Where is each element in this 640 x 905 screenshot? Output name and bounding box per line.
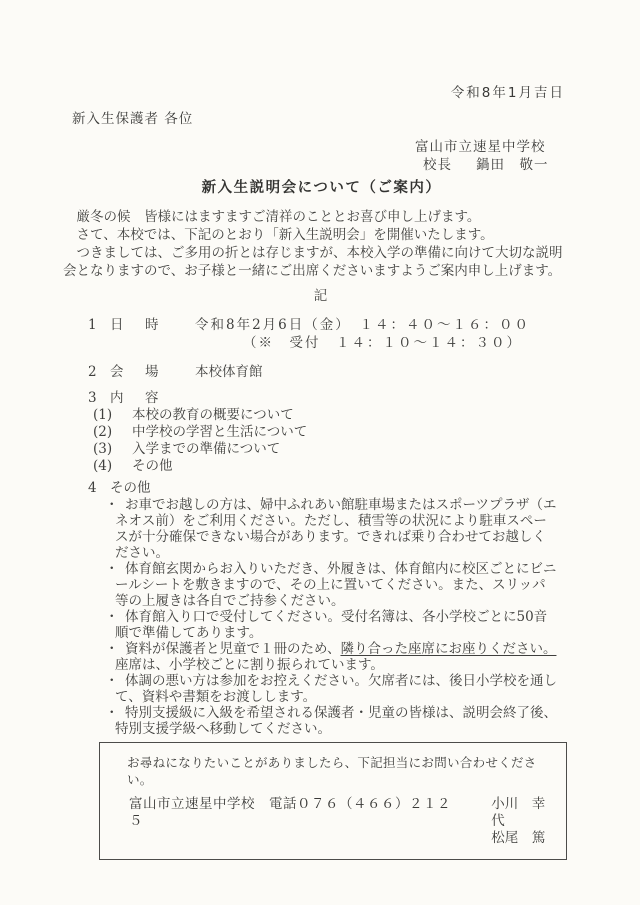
school-phone: 富山市立速星中学校 電話０７６（４６６）２１２５ <box>129 796 451 829</box>
reception-time: （※ 受付 １４：１０～１４：３０） <box>243 335 522 351</box>
list-item-text: 中学校の学習と生活について <box>132 424 308 440</box>
document-title: 新入生説明会について（ご案内） <box>201 180 442 196</box>
note-text: 体調の悪い方は参加をお控えください。欠席者には、後日小学校を通して、資料や書類をお渡しします。 <box>115 673 557 705</box>
greeting-line-1: 厳冬の候 皆様にはますますご清祥のこととお喜び申し上げます。 <box>76 209 481 225</box>
list-item-number: (1) <box>93 407 113 423</box>
note-text: 資料が保護者と児童で１冊のため、 <box>125 641 341 657</box>
note-reception <box>63 609 559 641</box>
note-text: 特別支援級に入級を希望される保護者・児童の皆様は、説明会終了後、特別支援学級へ移動してください。 <box>115 705 557 737</box>
agenda-item-label: 日 時 <box>110 317 163 333</box>
bullet-icon: ・ <box>105 705 119 721</box>
list-item-number: (2) <box>93 424 113 440</box>
agenda-item-label: 会 場 <box>110 364 163 380</box>
principal-name: 鍋田 敬一 <box>476 156 549 173</box>
agenda-item-number: 2 <box>88 364 97 380</box>
sender-school: 富山市立速星中学校 <box>415 139 546 155</box>
contact-person-1: 小川 幸代 <box>491 796 546 829</box>
bullet-icon: ・ <box>105 497 119 513</box>
contents-list-item <box>93 441 580 458</box>
contact-box <box>99 742 567 860</box>
agenda-item-number: 3 <box>88 390 97 406</box>
contents-list <box>93 407 580 475</box>
contents-list-item <box>93 407 580 424</box>
agenda-item-number: 4 <box>88 480 97 496</box>
contact-details <box>129 796 558 847</box>
agenda-item-label: その他 <box>110 480 151 496</box>
agenda-item-label: 内 容 <box>110 390 163 406</box>
list-item-text: その他 <box>132 458 173 474</box>
list-item-text: 入学までの準備について <box>132 441 281 457</box>
agenda-item-datetime <box>88 316 580 352</box>
note-text: 体育館入り口で受付してください。受付名簿は、各小学校ごとに50音順で準備してあります。 <box>115 609 548 641</box>
greeting-line-3: つきましては、ご多用の折とは存じますが、本校入学の準備に向けて大切な説明会となりますので、お子様と一緒にご出席くださいますようご案内申し上げます。 <box>63 245 563 279</box>
contents-list-item <box>93 424 580 441</box>
bullet-icon: ・ <box>105 561 119 577</box>
list-item-text: 本校の教育の概要について <box>132 407 294 423</box>
event-datetime: 令和8年2月6日（金） １４：４０～１６：００ <box>195 317 531 333</box>
contact-persons <box>491 796 558 847</box>
bullet-icon: ・ <box>105 673 119 689</box>
agenda-item-contents <box>63 390 580 475</box>
greeting-line-2: さて、本校では、下記のとおり「新入生説明会」を開催いたします。 <box>76 227 494 243</box>
sender-principal <box>423 157 580 174</box>
addressee: 新入生保護者 各位 <box>72 111 194 127</box>
principal-title: 校長 <box>423 156 452 173</box>
note-absence <box>63 673 559 705</box>
note-seating <box>63 641 559 673</box>
contact-person-2: 松尾 篤 <box>491 830 546 846</box>
bullet-icon: ・ <box>105 641 119 657</box>
greeting-block <box>63 208 580 280</box>
note-text: お車でお越しの方は、婦中ふれあい館駐車場またはスポーツプラザ（エネオス前）をご利用ください。ただし、積雪等の状況により駐車スペースが十分確保できない場合があります。できれば乗り合わせてお越しください。 <box>115 497 557 561</box>
agenda-item-heading <box>88 390 580 407</box>
agenda-item-value <box>195 316 530 352</box>
contact-instruction: お尋ねになりたいことがありましたら、下記担当にお問い合わせください。 <box>127 755 537 787</box>
contents-list-item <box>93 458 580 475</box>
note-text: 体育館玄関からお入りいただき、外履きは、体育館内に校区ごとにビニールシートを敷きますので、その上に置いてください。また、スリッパ等の上履きは各自でご持参ください。 <box>115 561 557 609</box>
record-marker: 記 <box>313 288 330 304</box>
agenda-item-heading <box>88 480 580 497</box>
issue-date: 令和8年1月吉日 <box>450 85 565 101</box>
agenda-item-other <box>63 480 580 737</box>
sender-block <box>415 139 580 173</box>
agenda-item-number: 1 <box>88 317 97 333</box>
notes-list <box>63 497 580 737</box>
bullet-icon: ・ <box>105 609 119 625</box>
note-underline: 隣り合った座席にお座りください。 <box>340 641 557 657</box>
note-parking <box>63 497 559 561</box>
note-special-support <box>63 705 559 737</box>
note-text-after: 座席は、小学校ごとに割り振られています。 <box>115 657 384 673</box>
venue-name: 本校体育館 <box>195 364 263 380</box>
note-entrance <box>63 561 559 609</box>
list-item-number: (4) <box>93 458 113 474</box>
agenda-item-venue <box>88 363 580 381</box>
list-item-number: (3) <box>93 441 113 457</box>
